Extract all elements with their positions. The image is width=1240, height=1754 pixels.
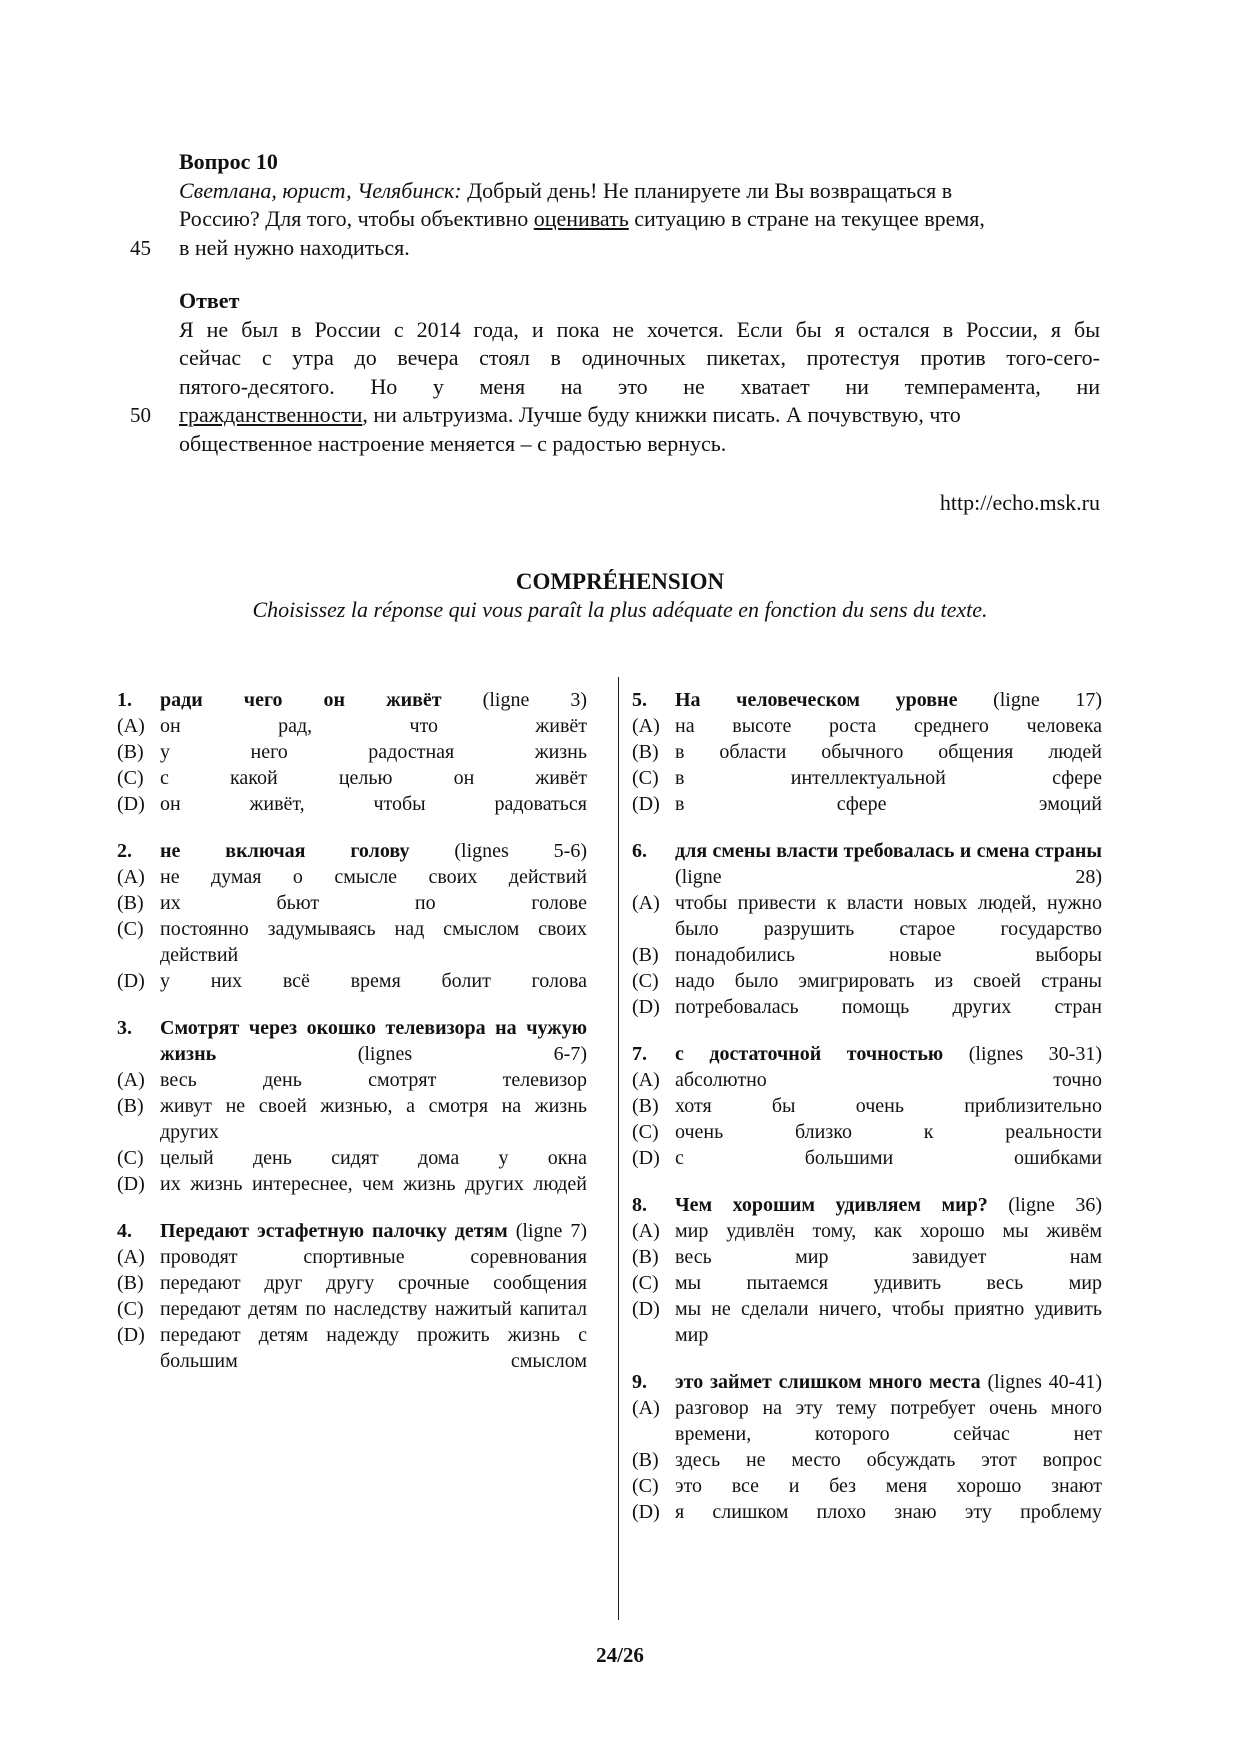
question-3: [117, 1015, 587, 1197]
answer-option-4a[interactable]: [117, 1244, 587, 1270]
option-text: очень близко к реальности: [675, 1121, 1102, 1143]
page-number: 24/26: [596, 1643, 644, 1667]
question-text: [675, 1192, 1102, 1218]
question-6: [632, 838, 1102, 1020]
option-text: в сфере эмоций: [675, 793, 1102, 815]
option-letter: (B): [117, 1272, 144, 1294]
option-letter: (D): [632, 996, 660, 1018]
question-10-line-1-text: Добрый день! Не планируете ли Вы возвращаться в: [461, 177, 953, 203]
questions-left-column: [117, 687, 587, 1395]
answer-option-3c[interactable]: [117, 1145, 587, 1171]
line-reference: (ligne 3): [441, 689, 588, 711]
question-2-heading: [117, 838, 587, 864]
question-3-heading: [117, 1015, 587, 1067]
answer-option-9d[interactable]: [632, 1499, 1102, 1525]
line-number-45: 45: [130, 235, 151, 260]
option-text: у него радостная жизнь: [160, 741, 587, 763]
option-text: он живёт, чтобы радоваться: [160, 793, 587, 815]
comprehension-title: COMPRÉHENSION: [515, 569, 725, 594]
question-10-line-2-b: ситуацию в стране на текущее время,: [628, 206, 985, 231]
answer-option-4d[interactable]: [117, 1322, 587, 1374]
source-url: http://echo.msk.ru: [939, 490, 1100, 515]
option-text: на высоте роста среднего человека: [675, 715, 1102, 737]
option-text: это все и без меня хорошо знают: [675, 1475, 1102, 1497]
option-letter: (A): [632, 715, 660, 737]
question-10-line-2: [179, 205, 1100, 234]
underlined-word-grazhdanstvennosti: гражданственности: [179, 402, 363, 427]
question-number: 7.: [632, 1043, 647, 1065]
question-10-title: Вопрос 10: [179, 149, 278, 174]
option-letter: (B): [117, 1095, 144, 1117]
option-text: абсолютно точно: [675, 1069, 1102, 1091]
question-7-heading: [632, 1041, 1102, 1067]
question-number: 9.: [632, 1371, 647, 1393]
question-10-author: Светлана, юрист, Челябинск:: [179, 177, 462, 203]
question-text: [160, 1015, 587, 1067]
question-number: 5.: [632, 689, 647, 711]
answer-line-1: Я не был в России с 2014 года, и пока не хочется. Если бы я остался в России, я бы: [179, 316, 1100, 342]
option-letter: (A): [117, 866, 145, 888]
question-text: [160, 838, 587, 864]
option-letter: (D): [117, 970, 145, 992]
question-phrase: Передают эстафетную палочку детям: [160, 1220, 508, 1242]
answer-option-6d[interactable]: [632, 994, 1102, 1020]
option-letter: (A): [632, 1220, 660, 1242]
answer-line-3: пятого-десятого. Но у меня на это не хватает ни темперамента, ни: [179, 373, 1100, 399]
line-reference: (ligne 17): [957, 689, 1102, 711]
question-phrase: не включая голову: [160, 840, 410, 862]
question-number: 1.: [117, 689, 132, 711]
option-letter: (A): [117, 1069, 145, 1091]
option-text: хотя бы очень приблизительно: [675, 1095, 1102, 1117]
answer-option-2a[interactable]: [117, 864, 587, 890]
option-text: разговор на эту тему потребует очень много времени, которого сейчас нет: [675, 1397, 1102, 1445]
line-reference: (lignes 6-7): [216, 1043, 587, 1065]
option-text: их жизнь интереснее, чем жизнь других людей: [160, 1173, 587, 1195]
option-letter: (B): [632, 944, 659, 966]
answer-option-5d[interactable]: [632, 791, 1102, 817]
option-letter: (D): [632, 793, 660, 815]
option-letter: (C): [117, 918, 144, 940]
question-9: [632, 1369, 1102, 1525]
option-text: постоянно задумываясь над смыслом своих действий: [160, 918, 587, 966]
option-letter: (C): [117, 1147, 144, 1169]
option-letter: (B): [632, 1449, 659, 1471]
line-reference: (ligne 36): [987, 1194, 1102, 1216]
question-1-heading: [117, 687, 587, 713]
column-divider: [618, 677, 619, 1620]
answer-option-8b[interactable]: [632, 1244, 1102, 1270]
answer-option-3b[interactable]: [117, 1093, 587, 1145]
option-letter: (C): [632, 1121, 659, 1143]
option-text: передают детям надежду прожить жизнь с большим смыслом: [160, 1324, 587, 1372]
question-text: [675, 838, 1102, 890]
option-letter: (A): [632, 1069, 660, 1091]
question-phrase: для смены власти требовалась и смена страны: [675, 840, 1102, 862]
question-text: [675, 1369, 1102, 1395]
answer-option-7d[interactable]: [632, 1145, 1102, 1171]
question-4: [117, 1218, 587, 1374]
option-letter: (D): [117, 1324, 145, 1346]
option-text: мы пытаемся удивить весь мир: [675, 1272, 1102, 1294]
question-10-line-3: [130, 234, 1100, 263]
answer-line-2: сейчас с утра до вечера стоял в одиночных пикетах, протестуя против того-сего-: [179, 345, 1100, 370]
option-letter: (C): [632, 970, 659, 992]
answer-option-8a[interactable]: [632, 1218, 1102, 1244]
option-letter: (B): [632, 1246, 659, 1268]
answer-option-6c[interactable]: [632, 968, 1102, 994]
line-reference: (ligne 7): [507, 1220, 588, 1242]
line-reference: (lignes 40-41): [980, 1371, 1102, 1393]
option-text: передают друг другу срочные сообщения: [160, 1272, 587, 1294]
answer-option-3a[interactable]: [117, 1067, 587, 1093]
option-text: весь мир завидует нам: [675, 1246, 1102, 1268]
line-reference: (ligne 28): [675, 866, 1102, 888]
option-text: с большими ошибками: [675, 1147, 1102, 1169]
questions-right-column: [632, 687, 1102, 1546]
question-number: 3.: [117, 1017, 132, 1039]
option-text: их бьют по голове: [160, 892, 587, 914]
answer-option-5b[interactable]: [632, 739, 1102, 765]
option-text: живут не своей жизнью, а смотря на жизнь других: [160, 1095, 587, 1143]
answer-option-3d[interactable]: [117, 1171, 587, 1197]
line-reference: (lignes 30-31): [943, 1043, 1102, 1065]
option-letter: (D): [632, 1501, 660, 1523]
answer-option-4b[interactable]: [117, 1270, 587, 1296]
answer-option-1a[interactable]: [117, 713, 587, 739]
question-2: [117, 838, 587, 994]
question-10-line-2-a: Россию? Для того, чтобы объективно: [179, 206, 534, 231]
answer-option-9c[interactable]: [632, 1473, 1102, 1499]
answer-option-6a[interactable]: [632, 890, 1102, 942]
option-letter: (D): [117, 793, 145, 815]
question-phrase: это займет слишком много места: [675, 1371, 981, 1393]
question-phrase: На человеческом уровне: [675, 689, 958, 711]
question-6-heading: [632, 838, 1102, 890]
answer-block: [130, 287, 1100, 458]
option-text: весь день смотрят телевизор: [160, 1069, 587, 1091]
option-letter: (C): [117, 1298, 144, 1320]
answer-option-1b[interactable]: [117, 739, 587, 765]
option-text: чтобы привести к власти новых людей, нужно было разрушить старое государство: [675, 892, 1102, 940]
answer-line-4-text: , ни альтруизма. Лучше буду книжки писать. А почувствую, что: [362, 402, 961, 427]
question-text: [675, 687, 1102, 713]
question-text: [160, 1218, 587, 1244]
answer-option-9b[interactable]: [632, 1447, 1102, 1473]
question-text: [675, 1041, 1102, 1067]
question-phrase: Чем хорошим удивляем мир?: [675, 1194, 988, 1216]
option-text: надо было эмигрировать из своей страны: [675, 970, 1102, 992]
line-number-50: 50: [130, 403, 151, 427]
comprehension-instructions: Choisissez la réponse qui vous paraît la plus adéquate en fonction du sens du texte.: [252, 597, 988, 622]
answer-option-7c[interactable]: [632, 1119, 1102, 1145]
option-text: здесь не место обсуждать этот вопрос: [675, 1449, 1102, 1471]
question-10-line-1: [179, 177, 1100, 206]
option-letter: (A): [632, 1397, 660, 1419]
question-number: 2.: [117, 840, 132, 862]
option-text: целый день сидят дома у окна: [160, 1147, 587, 1169]
answer-option-6b[interactable]: [632, 942, 1102, 968]
question-1: [117, 687, 587, 817]
answer-option-1d[interactable]: [117, 791, 587, 817]
answer-option-8d[interactable]: [632, 1296, 1102, 1348]
answer-option-1c[interactable]: [117, 765, 587, 791]
underlined-word-otsenivat: оценивать: [533, 206, 629, 231]
option-text: у них всё время болит голова: [160, 970, 587, 992]
question-5-heading: [632, 687, 1102, 713]
answer-option-2c[interactable]: [117, 916, 587, 968]
answer-option-5a[interactable]: [632, 713, 1102, 739]
answer-line-4: [130, 401, 1100, 430]
question-phrase: с достаточной точностью: [675, 1043, 944, 1065]
answer-option-8c[interactable]: [632, 1270, 1102, 1296]
question-8: [632, 1192, 1102, 1348]
question-7: [632, 1041, 1102, 1171]
option-letter: (B): [632, 741, 659, 763]
answer-option-4c[interactable]: [117, 1296, 587, 1322]
option-letter: (D): [632, 1298, 660, 1320]
option-letter: (C): [632, 1475, 659, 1497]
option-text: потребовалась помощь других стран: [675, 996, 1102, 1018]
option-text: передают детям по наследству нажитый капитал: [160, 1298, 587, 1320]
answer-option-7b[interactable]: [632, 1093, 1102, 1119]
option-letter: (A): [117, 1246, 145, 1268]
question-5: [632, 687, 1102, 817]
answer-option-2d[interactable]: [117, 968, 587, 994]
option-text: в области обычного общения людей: [675, 741, 1102, 763]
option-letter: (B): [632, 1095, 659, 1117]
option-letter: (C): [632, 1272, 659, 1294]
option-text: проводят спортивные соревнования: [160, 1246, 587, 1268]
question-text: [160, 687, 587, 713]
option-letter: (C): [632, 767, 659, 789]
question-number: 8.: [632, 1194, 647, 1216]
option-text: в интеллектуальной сфере: [675, 767, 1102, 789]
answer-option-5c[interactable]: [632, 765, 1102, 791]
option-text: он рад, что живёт: [160, 715, 587, 737]
option-text: не думая о смысле своих действий: [160, 866, 587, 888]
question-10-block: [130, 148, 1100, 262]
option-letter: (B): [117, 741, 144, 763]
option-letter: (D): [632, 1147, 660, 1169]
option-text: с какой целью он живёт: [160, 767, 587, 789]
question-phrase: Смотрят через окошко телевизора на чужую жизнь: [160, 1017, 587, 1065]
answer-line-5: общественное настроение меняется – с радостью вернусь.: [179, 430, 727, 456]
question-8-heading: [632, 1192, 1102, 1218]
question-4-heading: [117, 1218, 587, 1244]
option-text: понадобились новые выборы: [675, 944, 1102, 966]
question-10-line-3-text: в ней нужно находиться.: [179, 234, 410, 260]
answer-title: Ответ: [179, 288, 240, 313]
option-text: я слишком плохо знаю эту проблему: [675, 1501, 1102, 1523]
option-letter: (A): [632, 892, 660, 914]
option-letter: (C): [117, 767, 144, 789]
option-letter: (A): [117, 715, 145, 737]
question-number: 4.: [117, 1220, 132, 1242]
option-text: мы не сделали ничего, чтобы приятно удивить мир: [675, 1298, 1102, 1346]
option-text: мир удивлён тому, как хорошо мы живём: [675, 1220, 1102, 1242]
option-letter: (D): [117, 1173, 145, 1195]
option-letter: (B): [117, 892, 144, 914]
question-phrase: ради чего он живёт: [160, 689, 442, 711]
line-reference: (lignes 5-6): [409, 840, 587, 862]
answer-option-2b[interactable]: [117, 890, 587, 916]
answer-option-9a[interactable]: [632, 1395, 1102, 1447]
answer-option-7a[interactable]: [632, 1067, 1102, 1093]
question-9-heading: [632, 1369, 1102, 1395]
question-number: 6.: [632, 840, 647, 862]
